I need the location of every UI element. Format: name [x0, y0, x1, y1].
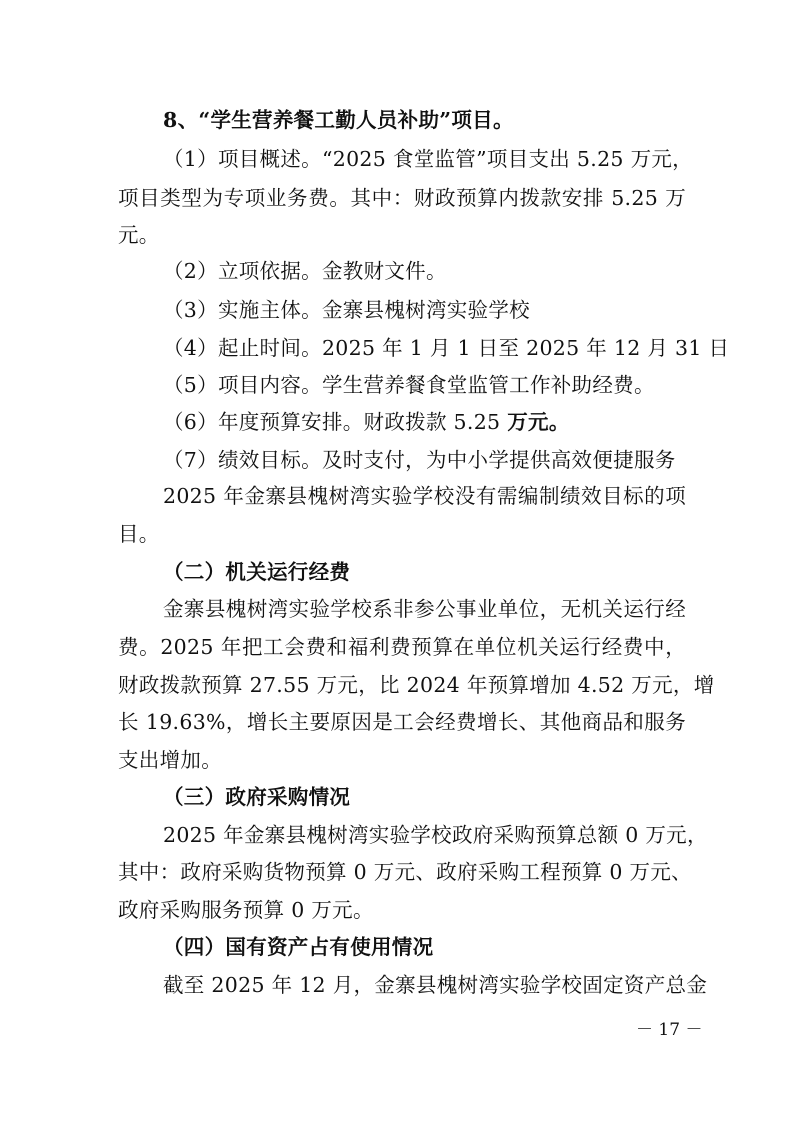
paragraph-line: 2025 年金寨县槐树湾实验学校政府采购预算总额 0 万元， — [163, 823, 708, 847]
page-number: － 17 － — [636, 1020, 703, 1040]
paragraph-line: （5）项目内容。学生营养餐食堂监管工作补助经费。 — [163, 373, 655, 397]
paragraph-line: 截至 2025 年 12 月，金寨县槐树湾实验学校固定资产总金 — [163, 973, 708, 997]
section-heading-item-8: 8、“学生营养餐工勤人员补助”项目。 — [163, 108, 514, 132]
section-heading-4: （四）国有资产占有使用情况 — [163, 935, 434, 959]
paragraph-line: （1）项目概述。“2025 食堂监管”项目支出 5.25 万元， — [163, 147, 693, 171]
paragraph-line: （7）绩效目标。及时支付，为中小学提供高效便捷服务 — [163, 448, 676, 472]
paragraph-line: 项目类型为专项业务费。其中：财政预算内拨款安排 5.25 万 — [118, 186, 686, 210]
paragraph-line: （2）立项依据。金教财文件。 — [163, 259, 447, 283]
paragraph-line: （4）起止时间。2025 年 1 月 1 日至 2025 年 12 月 31 日 — [163, 336, 730, 360]
paragraph-text-bold: 万元。 — [507, 410, 570, 434]
paragraph-line: 2025 年金寨县槐树湾实验学校没有需编制绩效目标的项 — [163, 484, 686, 508]
paragraph-line: 其中：政府采购货物预算 0 万元、政府采购工程预算 0 万元、 — [118, 860, 692, 884]
paragraph-line: 元。 — [118, 223, 160, 247]
paragraph-text: （6）年度预算安排。财政拨款 5.25 — [163, 410, 508, 434]
paragraph-line: 费。2025 年把工会费和福利费预算在单位机关运行经费中， — [118, 635, 686, 659]
paragraph-line: （3）实施主体。金寨县槐树湾实验学校 — [163, 298, 530, 322]
paragraph-line: 财政拨款预算 27.55 万元，比 2024 年预算增加 4.52 万元，增 — [118, 673, 715, 697]
paragraph-line — [163, 408, 570, 436]
paragraph-line: 政府采购服务预算 0 万元。 — [118, 898, 374, 922]
section-heading-2: （二）机关运行经费 — [163, 560, 351, 584]
paragraph-line: 长 19.63%，增长主要原因是工会经费增长、其他商品和服务 — [118, 710, 686, 734]
paragraph-line: 金寨县槐树湾实验学校系非参公事业单位，无机关运行经 — [163, 597, 686, 621]
paragraph-line: 支出增加。 — [118, 748, 222, 772]
section-heading-3: （三）政府采购情况 — [163, 785, 351, 809]
paragraph-line: 目。 — [118, 522, 160, 546]
